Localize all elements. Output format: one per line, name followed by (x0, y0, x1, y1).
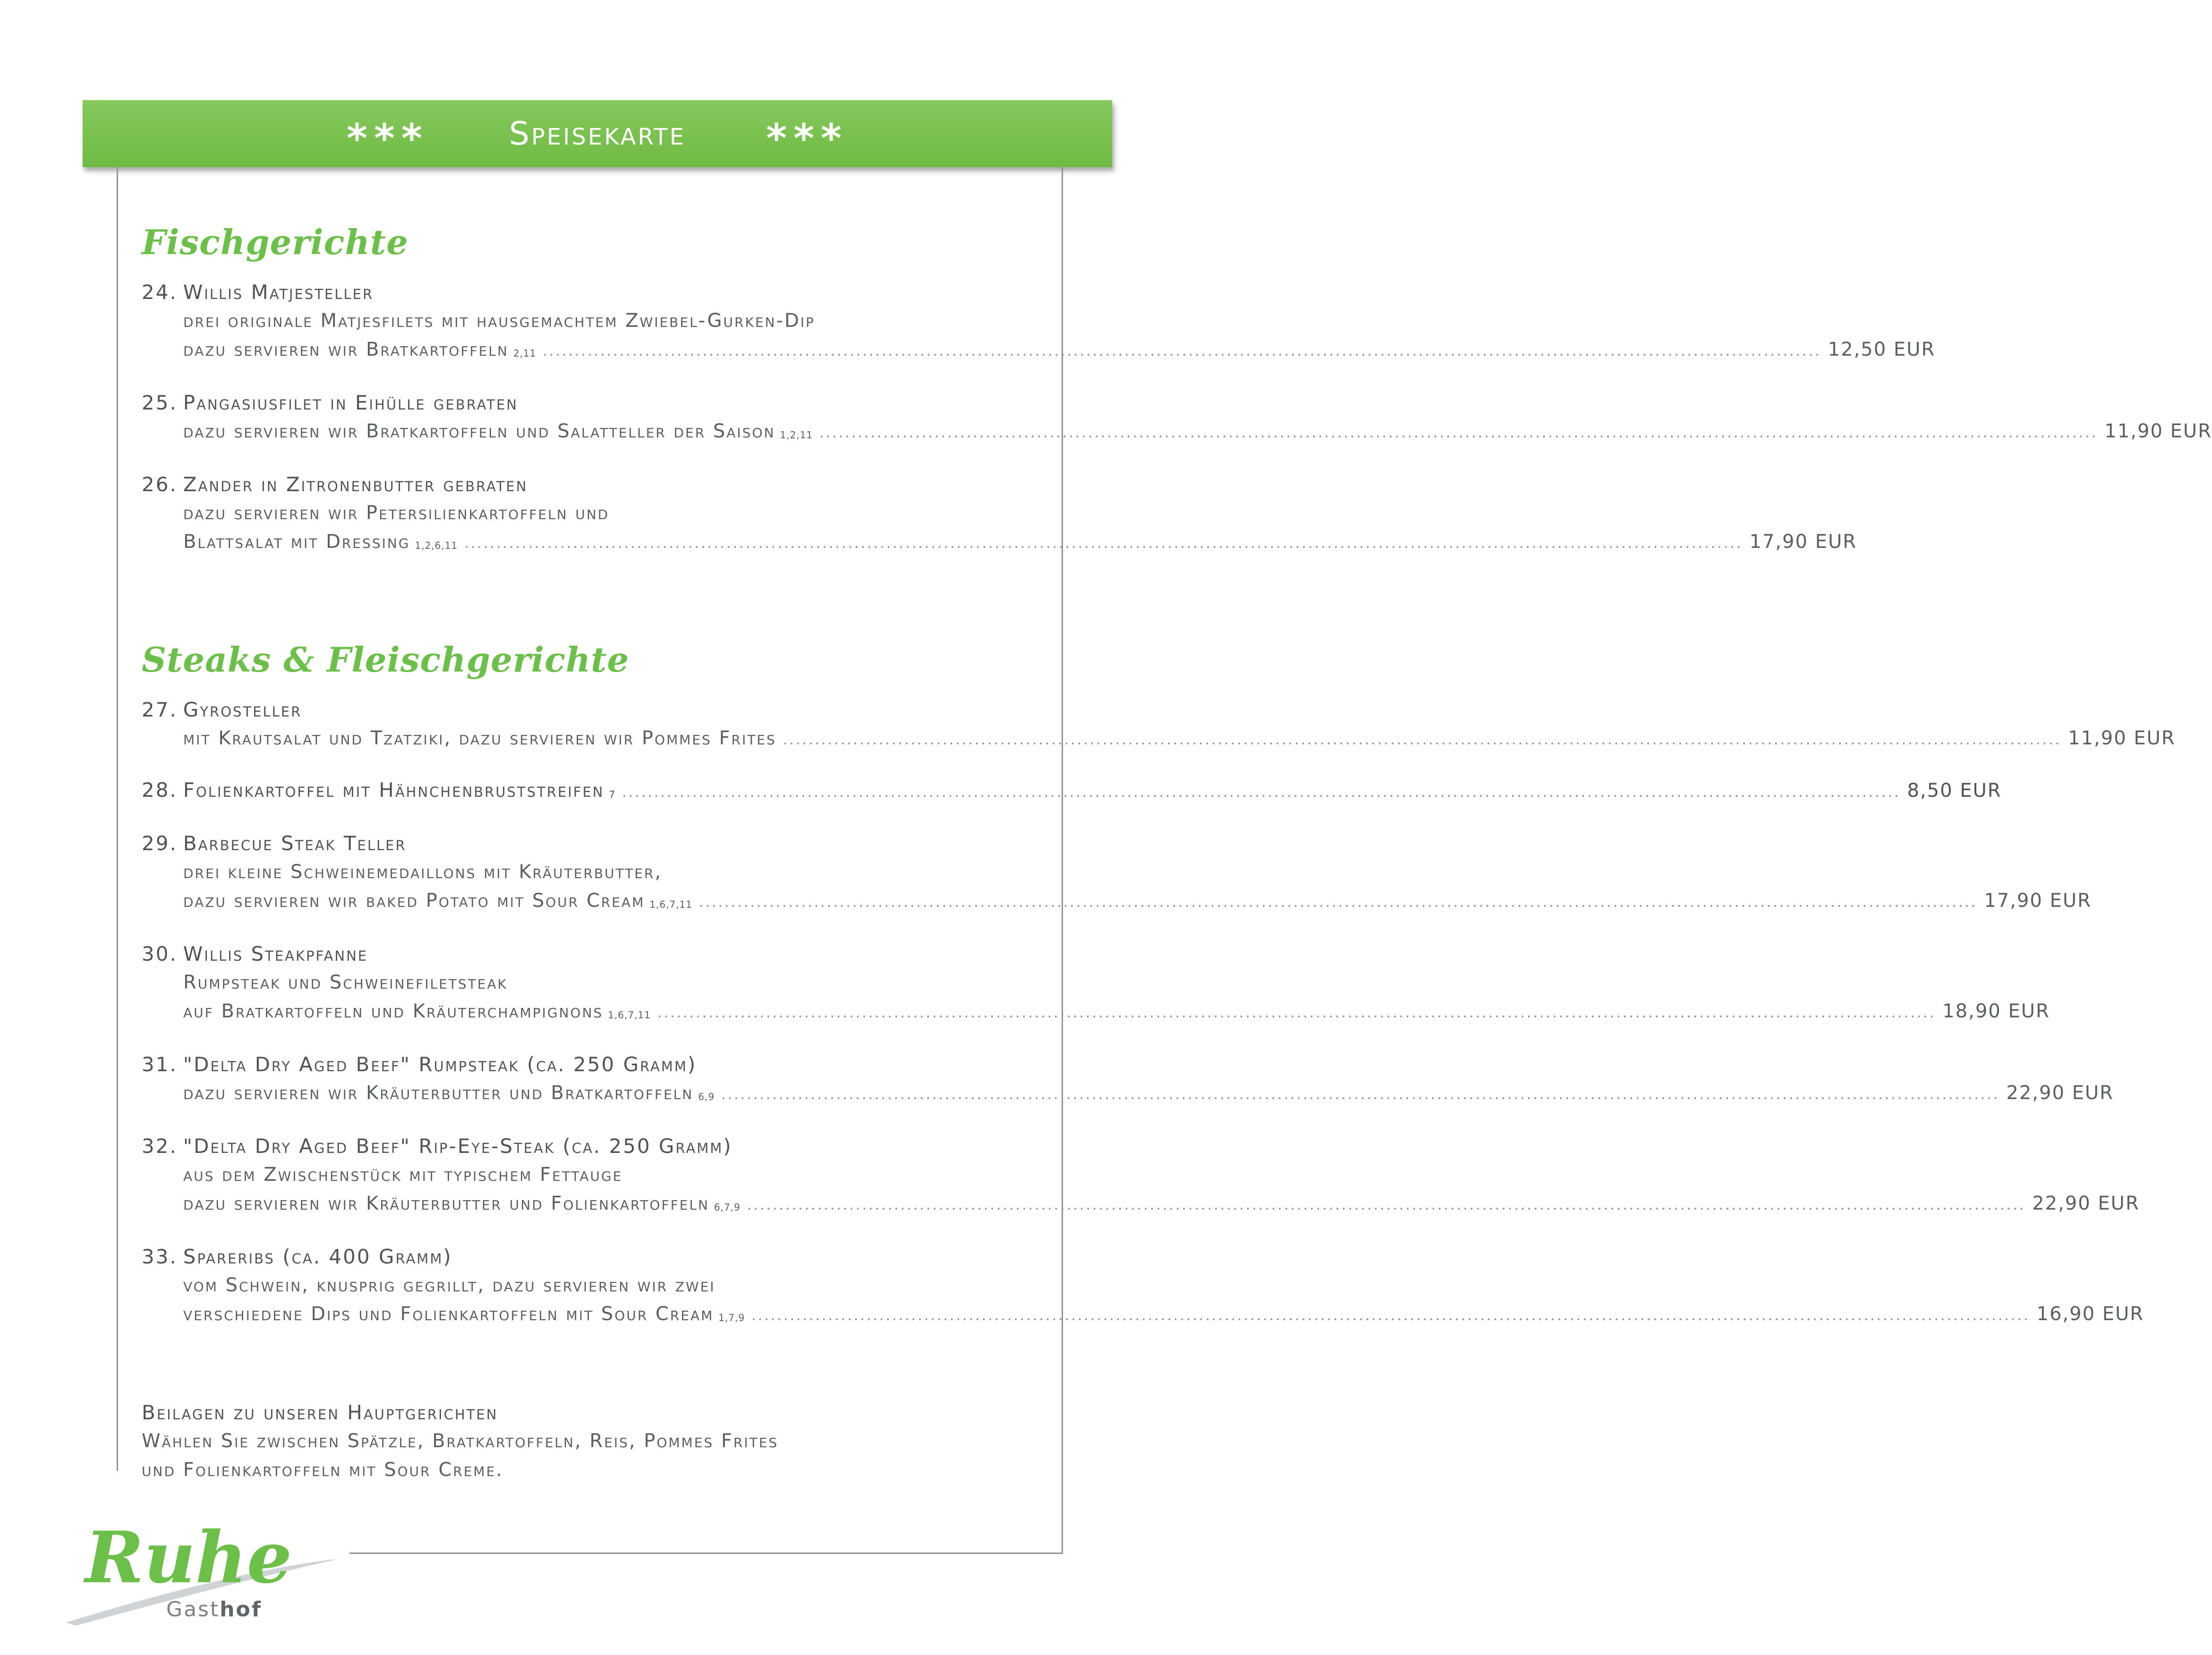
description-text: verschiedene Dips und Folienkartoffeln mit Sour Cream (183, 1303, 714, 1325)
menu-item-description (183, 307, 1020, 335)
menu-item-name-row (142, 1132, 1020, 1160)
menu-item-price: 8,50 EUR (1907, 780, 2002, 802)
menu-item-number: 32. (142, 1135, 178, 1158)
menu-item-price: 17,90 EUR (1984, 890, 2092, 912)
frame-right-line (1062, 167, 1063, 1554)
menu-item-name-row (142, 776, 2002, 808)
description-text: vom Schwein, knusprig gegrillt, dazu servieren wir zwei (183, 1274, 715, 1296)
leader-dots: ........................................................................................................................................................................................................ (657, 1005, 1936, 1021)
menu-item-number: 27. (142, 698, 178, 721)
menu-item-price: 11,90 EUR (2104, 420, 2212, 442)
side-dishes-heading: Beilagen zu unseren Hauptgerichten (142, 1401, 498, 1424)
menu-item-name-row (142, 470, 1020, 499)
side-dishes-line: und Folienkartoffeln mit Sour Creme. (142, 1459, 503, 1481)
leader-dots: ........................................................................................................................................................................................................ (819, 425, 2098, 441)
leader-dots: ........................................................................................................................................................................................................ (721, 1086, 2000, 1103)
menu-item-name-row (142, 1050, 1020, 1079)
logo-script: Ruhe (85, 1516, 292, 1599)
menu-item-name-row (142, 1243, 1020, 1271)
menu-item-name-row (142, 940, 1020, 968)
menu-item (142, 389, 2212, 449)
leader-dots: ........................................................................................................................................................................................................ (464, 535, 1743, 552)
menu-item-name: Spareribs (ca. 400 Gramm) (183, 1245, 452, 1268)
menu-item (142, 1132, 2140, 1221)
leader-dots: ........................................................................................................................................................................................................ (622, 784, 1901, 801)
menu-item (142, 278, 1936, 367)
allergen-codes: 1,2,6,11 (415, 540, 458, 551)
menu-title: Speisekarte (509, 115, 686, 153)
menu-item-description (183, 1271, 1020, 1300)
description-text: Blattsalat mit Dressing (183, 531, 410, 553)
logo-subtitle-dark: hof (220, 1597, 262, 1621)
menu-item-name: Zander in Zitronenbutter gebraten (183, 473, 528, 496)
menu-item-number: 24. (142, 281, 178, 304)
leader-dots: ........................................................................................................................................................................................................ (751, 1307, 2030, 1324)
description-text: dazu servieren wir Kräuterbutter und Bratkartoffeln (183, 1082, 694, 1104)
allergen-codes: 6,9 (698, 1091, 715, 1102)
menu-item (142, 940, 2050, 1029)
gasthof-ruhe-logo (57, 1502, 359, 1634)
menu-item-name: Folienkartoffel mit Hähnchenbruststreifen (183, 778, 604, 802)
description-text: dazu servieren wir baked Potato mit Sour Cream (183, 890, 645, 912)
side-dishes-line: Wählen Sie zwischen Spätzle, Bratkartoffeln, Reis, Pommes Frites (142, 1430, 779, 1452)
menu-item-number: 33. (142, 1245, 178, 1268)
description-text: dazu servieren wir Petersilienkartoffeln und (183, 502, 610, 524)
menu-item-description (183, 417, 2212, 449)
menu-item-description (183, 335, 1936, 367)
description-text: dazu servieren wir Bratkartoffeln und Salatteller der Saison (183, 420, 775, 442)
description-text: Rumpsteak und Schweinefiletsteak (183, 972, 508, 993)
menu-item (142, 776, 2002, 808)
menu-item-description (183, 858, 1020, 887)
allergen-codes: 1,7,9 (718, 1312, 745, 1323)
description-text: mit Krautsalat und Tzatziki, dazu servieren wir Pommes Frites (183, 727, 776, 749)
menu-item-price: 16,90 EUR (2036, 1303, 2144, 1325)
description-text: aus dem Zwischenstück mit typischem Fettauge (183, 1164, 623, 1186)
menu-item-description (183, 968, 1020, 997)
menu-item-price: 18,90 EUR (1942, 1000, 2050, 1022)
menu-item-number: 28. (142, 778, 178, 802)
menu-item-price: 22,90 EUR (2032, 1193, 2140, 1214)
menu-item-number: 30. (142, 942, 178, 965)
leader-dots: ........................................................................................................................................................................................................ (699, 894, 1978, 911)
menu-item-description (183, 1300, 2144, 1331)
menu-item-description (183, 887, 2092, 918)
leader-dots: ........................................................................................................................................................................................................ (543, 343, 1821, 359)
menu-section (142, 640, 2176, 1331)
menu-item (142, 1050, 2114, 1110)
stars-right: *** (766, 115, 848, 162)
leader-dots: ........................................................................................................................................................................................................ (747, 1197, 2026, 1213)
menu-item-number: 31. (142, 1053, 178, 1076)
description-text: drei originale Matjesfilets mit hausgemachtem Zwiebel-Gurken-Dip (183, 310, 816, 332)
menu-item-price: 12,50 EUR (1828, 339, 1936, 360)
menu-item-name: Willis Steakpfanne (183, 942, 368, 965)
menu-item-description (183, 1160, 1020, 1189)
menu-item (142, 470, 1857, 559)
menu-content (142, 222, 2212, 1412)
menu-item-name: "Delta Dry Aged Beef" Rumpsteak (ca. 250 Gramm) (183, 1053, 697, 1076)
allergen-codes: 1,6,7,11 (649, 899, 693, 910)
section-title: Steaks & Fleischgerichte (142, 640, 630, 680)
menu-item-name: Willis Matjesteller (183, 281, 374, 304)
allergen-codes: 1,2,11 (780, 429, 813, 441)
description-text: dazu servieren wir Bratkartoffeln (183, 339, 509, 360)
menu-item-description (183, 1189, 2140, 1221)
menu-item-number: 25. (142, 391, 178, 414)
menu-item-name: Gyrosteller (183, 698, 302, 721)
description-text: drei kleine Schweinemedaillons mit Kräuterbutter, (183, 861, 663, 883)
menu-item (142, 1243, 2144, 1331)
allergen-codes: 1,6,7,11 (608, 1009, 651, 1021)
frame-bottom-line (349, 1553, 1063, 1554)
menu-item-price: 17,90 EUR (1749, 531, 1857, 553)
menu-item-name: "Delta Dry Aged Beef" Rip-Eye-Steak (ca. 250 Gramm) (183, 1135, 732, 1158)
menu-item-description (183, 499, 1020, 528)
allergen-codes: 7 (609, 789, 616, 800)
logo-subtitle (166, 1597, 262, 1621)
menu-item-description (183, 724, 2176, 754)
menu-item-name-row (142, 696, 1020, 724)
section-title: Fischgerichte (142, 222, 408, 262)
menu-item-name: Pangasiusfilet in Eihülle gebraten (183, 391, 519, 414)
logo-subtitle-light: Gast (166, 1597, 220, 1621)
menu-item-name-row (142, 829, 1020, 858)
leader-dots: ........................................................................................................................................................................................................ (783, 732, 2062, 748)
menu-section (142, 222, 2212, 559)
description-text: auf Bratkartoffeln und Kräuterchampignons (183, 1000, 604, 1022)
stars-left: *** (347, 115, 429, 162)
menu-item-price: 22,90 EUR (2006, 1082, 2114, 1104)
menu-item-description (183, 997, 2050, 1029)
menu-banner (83, 100, 1112, 167)
allergen-codes: 2,11 (513, 348, 536, 359)
frame-left-line (117, 167, 118, 1471)
description-text: dazu servieren wir Kräuterbutter und Folienkartoffeln (183, 1193, 710, 1214)
menu-item-name-row (142, 389, 1020, 417)
menu-item (142, 696, 2176, 754)
menu-item (142, 829, 2092, 918)
menu-item-name-row (142, 278, 1020, 307)
allergen-codes: 6,7,9 (714, 1202, 740, 1213)
side-dishes-note (142, 1398, 778, 1484)
menu-item-number: 29. (142, 832, 178, 855)
menu-item-number: 26. (142, 473, 178, 496)
menu-item-name: Barbecue Steak Teller (183, 832, 407, 855)
menu-item-price: 11,90 EUR (2068, 727, 2176, 749)
menu-item-description (183, 528, 1857, 559)
menu-item-description (183, 1079, 2114, 1110)
